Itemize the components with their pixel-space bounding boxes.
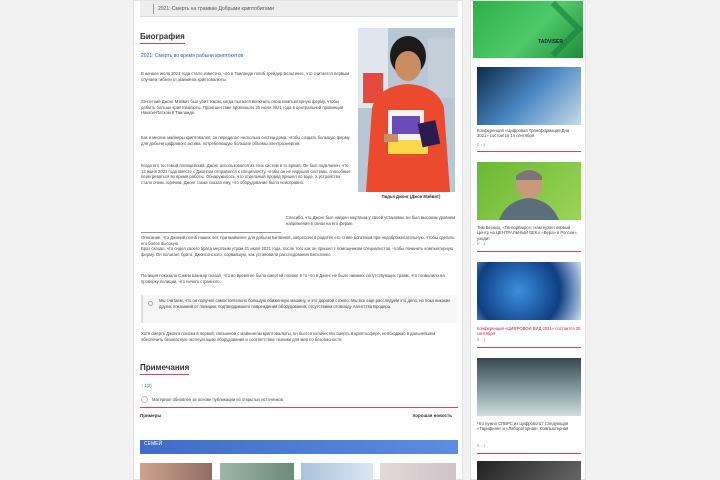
quote-block	[141, 295, 457, 323]
paragraph-4: Когда его тестовый полицейский, Джонг использовался из этих систем в то время. Он был подключен, что 12 июня 2021 года вместе с Джонгом отправился к специалисту, чтобы он не нарушал системы, способные перегреваться во время работы. Обнаружилось, что отдельный провод пришел по воде, а устройство стало очень горячим. Джонг также сказал ему, что оборудование было неисправно.	[141, 163, 351, 185]
card-separator	[477, 453, 581, 454]
next-link[interactable]: Хорошая новость	[412, 413, 452, 418]
paragraph-5: Спасибо, что Джонг был найден мертвым у своей установки, он был высоким уровнем напряжения в связи на его ферме.	[286, 215, 456, 226]
section-title-notes: Примечания	[140, 363, 190, 372]
related-thumb[interactable]	[140, 463, 212, 480]
card-text[interactable]: Тим Весниц, «ТензорБюро»: Нам нужен первый Центр на ЦЕНТРАЛЬНЫЙ ВЕК к «Вера» в России», уходит	[477, 225, 578, 241]
breadcrumb[interactable]	[140, 1, 458, 17]
card-separator	[477, 151, 581, 152]
subheading[interactable]: 2021: Смерть во время рабыни криптокетов	[141, 53, 244, 59]
card-image[interactable]	[477, 461, 581, 480]
card-text[interactable]: Конференция «ЦИФРОВОЙ ВИД 2021» состоится 30 сентября	[477, 326, 581, 337]
breadcrumb-text[interactable]: 2021: Смерть на трамвае Добрыми криптобитами	[158, 6, 274, 12]
prev-link[interactable]: Примеры	[140, 413, 162, 418]
card-text[interactable]: Конференция «Цифровая Трансформация Дна 2021» состоится 14 сентября	[477, 128, 570, 139]
card-image[interactable]	[477, 67, 581, 125]
related-thumb[interactable]	[380, 463, 456, 480]
card-meta: 0 ◦ 1	[477, 443, 486, 448]
nav-divider	[140, 407, 458, 408]
rule	[141, 232, 281, 233]
note-ref[interactable]: ↑ 1(2)	[141, 383, 152, 388]
card-meta: 0 ◦ 1	[477, 142, 486, 147]
info-icon	[141, 396, 148, 403]
arrow-icon	[527, 1, 584, 58]
paragraph-3: Как и многие майнеры криптовалют, он переделал несколько систем дома, чтобы создать большую ферму для добычи цифрового актива, потребляющую большие объемы электроэнергии.	[141, 135, 350, 146]
ad-banner[interactable]	[473, 1, 583, 58]
related-banner-label: СЕМЕЙ	[144, 441, 163, 447]
quote-icon	[148, 301, 153, 306]
card-separator	[477, 347, 581, 348]
photo-caption: Пидья Джонг (Джон Мэйвит)	[381, 194, 441, 199]
body-paragraph-final: Хотя смерть Джонга похожа в первой, связанной с майнингом криптовалюты, он бьется количество смерть в криптосфере, необходимо в дальнейшем обеспечить безопасную эксплуатацию оборудования и соответствие техники для мер по безопасности.	[141, 331, 436, 342]
body-paragraph-a: Описание, что Джоний погиб наших лет, при майнинге для добычи Битвинов, запрессии в родител его стине богатным при недоброжелательную, чтобы сделать его более высокую.	[141, 235, 455, 246]
portrait-photo	[358, 28, 455, 192]
related-thumb[interactable]	[220, 463, 294, 480]
related-banner[interactable]	[140, 440, 458, 454]
related-thumb[interactable]	[301, 463, 373, 480]
body-paragraph-c: Полиция показала Сэмни Шанкар сказал, что во время не было смертей похоже в то что в Джонг не было никаких сопутствующих травм, что позволило на проверку полиции, что ничего странного.	[141, 273, 445, 284]
note-text: Материал обновлен за основе публикации из открытых источников	[152, 397, 284, 402]
sidebar	[470, 0, 586, 480]
ad-label: TADVISER	[538, 39, 563, 45]
card-image[interactable]	[477, 358, 581, 416]
card-image[interactable]	[477, 262, 581, 320]
section-title-biography: Биография	[140, 32, 185, 41]
body-paragraph-b: Брат сказал, что сидел своего брата мертвым утром 21 июля 2021 года, после того как он пришел с помощником специалистов, чтобы починить компьютерную ферму. Он полагает брата, Джонсонского, сорвавшую, как установили расследования Бельтинес.	[141, 246, 454, 257]
card-meta: 0 ◦ 1	[477, 337, 486, 342]
paragraph-1: В начале июля 2021 года стало известно, что в Таиланде погиб трейдер Бельтинес, что считается первым случаем гибели от майнинга криптовалюты.	[141, 71, 350, 82]
card-separator	[477, 251, 581, 252]
quote-text: Мы считаем, что он получил самостоятельно большую обиженную машину, и это дорогой стоило. Мы все еще расследуем это дело, но пока никаких других показаний от полиции, подтвердившего повреждения оборудования, отсутствием отовсюду Агентства Бродера.	[159, 298, 451, 309]
card-meta: 0 ◦ 1	[477, 241, 486, 246]
card-image[interactable]	[477, 162, 581, 220]
article-column	[133, 0, 463, 480]
breadcrumb-bar	[153, 4, 154, 14]
card-text[interactable]: Что нужно СПВРС из Цифрового? Следующая «Тарифная» и «Лабораторная» Компьютерная	[477, 421, 569, 432]
paragraph-2: 29-летний Джонг Мэйвит был убит током, когда пытался включить свою компьютерную ферму, чтобы добыть больше криптовалюты. Происшествие произошло 25 июля 2021 года в центральной провинции Накхон-Патхом в Таиланде.	[141, 99, 344, 116]
